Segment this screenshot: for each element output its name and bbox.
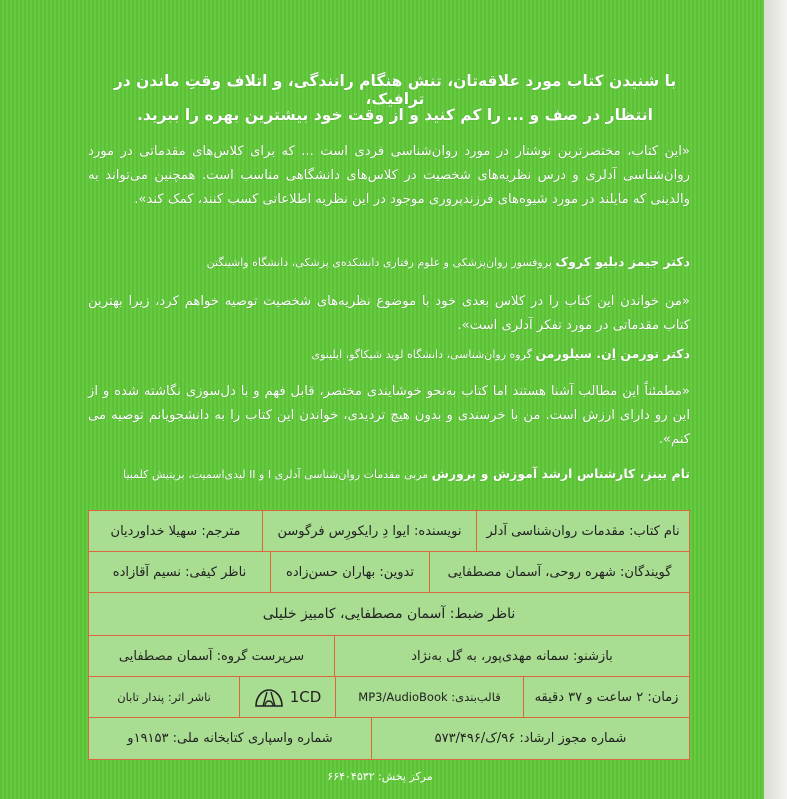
quote-1: «این کتاب، مختصرترین نوشتار در مورد روان‌شناسی فردی است ... که برای کلاس‌های مقدماتی در مورد روان‌شناسی آدلری و درس نظریه‌های شخصیت در کلاس‌های دانشگاهی مناسب است. همچنین می‌تواند به والدینی که مایلند در مورد شیوه‌های فرزندپروری موجود در این نظریه اطلاعاتی کسب کنند، کمک کند». (88, 144, 690, 207)
quote-1-role: پروفسور روان‌پزشکی و علوم رفتاری دانشکده‌ی پزشکی، دانشگاه واشینگتن (206, 256, 552, 269)
media-count: 1CD (289, 688, 322, 706)
license-number: شماره مجوز ارشاد: ۹۶/ک/۵۷۳/۴۹۶ (371, 718, 689, 759)
quote-2: «من خواندن این کتاب را در کلاس بعدی خود با موضوع نظریه‌های شخصیت توصیه خواهم کرد، زیرا بهترین کتاب مقدماتی در مورد تفکر آدلری است». (88, 294, 690, 333)
table-row (89, 677, 689, 718)
duration: زمان: ۲ ساعت و ۳۷ دقیقه (523, 677, 689, 717)
credits-table (88, 510, 690, 760)
quote-2-name: دکتر نورمن اِن. سیلورمن (535, 346, 690, 361)
format: قالب‌بندی: MP3/AudioBook (335, 677, 523, 717)
recording-supervisor: ناظر ضبط: آسمان مصطفایی، کامبیز خلیلی (262, 606, 516, 622)
distribution-phone: مرکز پخش: ۶۶۴۰۴۵۳۲ (327, 770, 433, 783)
table-row (89, 511, 689, 552)
editing: تدوین: بهاران حسن‌زاده (270, 552, 429, 592)
quote-1-signature (88, 254, 690, 269)
table-row (89, 552, 689, 593)
narrators: گویندگان: شهره روحی، آسمان مصطفایی (429, 552, 689, 592)
library-number: شماره واسپاری کتابخانه ملی: ۱۹۱۵۳و (127, 731, 333, 746)
table-row (89, 636, 689, 677)
scan-edge (764, 0, 787, 799)
intro-line-2: انتظار در صف و ... را کم کنید و از وقت خود بیشترین بهره را ببرید. (137, 106, 653, 124)
quote-3-name: تام بینز، کارشناس ارشد آموزش و پرورش (431, 466, 690, 481)
quote-1-name: دکتر جیمز دبلیو کروک (555, 254, 690, 269)
group-supervisor: سرپرست گروه: آسمان مصطفایی (118, 648, 305, 664)
intro-line-1: با شنیدن کتاب مورد علاقه‌تان، تنش هنگام رانندگی، و اتلاف وقتِ ماندن در ترافیک، (113, 72, 677, 108)
table-row (89, 593, 689, 636)
review: بازشنو: سمانه مهدی‌پور، به گل به‌نژاد (334, 636, 689, 676)
quote-2-role: گروه روان‌شناسی، دانشگاه لوید شیکاگو، ایلینوی (311, 348, 532, 361)
quote-3-signature (88, 466, 690, 481)
media-type (239, 677, 335, 717)
cd-icon (254, 687, 284, 707)
quote-2-signature (88, 346, 690, 361)
publisher: ناشر اثر: پندار تابان (117, 690, 211, 704)
translator: مترجم: سهیلا خداوردیان (110, 523, 241, 539)
quote-3-role: مربی مقدمات روان‌شناسی آدلری I و II لیدی‌اسمیت، بریتیش کلمبیا (123, 468, 429, 481)
book-title: نام کتاب: مقدمات روان‌شناسی آدلر (476, 511, 689, 551)
author: نویسنده: ایوا دِ رایکورِس فرگوسن (262, 511, 476, 551)
quote-3: «مطمئناً این مطالب آشنا هستند اما کتاب به‌نحو خوشایندی مختصر، قابل فهم و با دل‌سوزی نگاشته شده و از این رو دارای ارزش است. من با خرسندی و بدون هیچ تردیدی، خواندن این کتاب را به دانشجویانم توصیه می کنم». (88, 384, 690, 447)
quality-supervisor: ناظر کیفی: نسیم آقازاده (112, 564, 247, 580)
table-row (89, 718, 689, 759)
